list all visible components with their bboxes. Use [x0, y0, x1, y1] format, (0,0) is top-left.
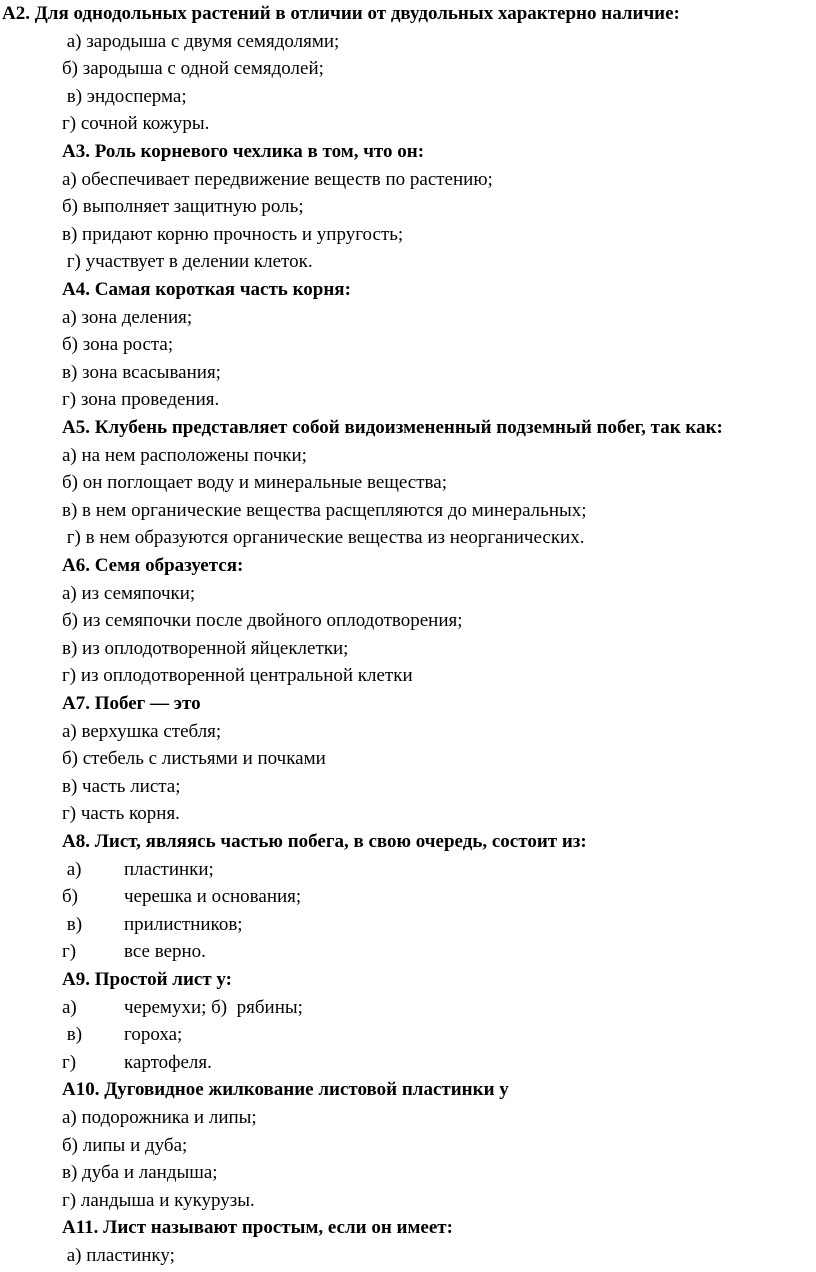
- answer-option: г) ландыша и кукурузы.: [62, 1190, 255, 1211]
- answer-option: [62, 913, 243, 937]
- answer-option: а) из семяпочки;: [62, 583, 196, 604]
- answer-option: г) участвует в делении клеток.: [62, 251, 313, 272]
- question-title: А6. Семя образуется:: [62, 555, 244, 576]
- question-title: А10. Дуговидное жилкование листовой пластинки у: [62, 1079, 509, 1100]
- answer-option: а) обеспечивает передвижение веществ по растению;: [62, 169, 493, 190]
- question-title: А9. Простой лист у:: [62, 969, 232, 990]
- option-text: черемухи; б) рябины;: [124, 997, 303, 1018]
- option-text: прилистников;: [124, 914, 243, 935]
- answer-option: в) зона всасывания;: [62, 362, 221, 383]
- answer-option: а) подорожника и липы;: [62, 1107, 257, 1128]
- question-title: А8. Лист, являясь частью побега, в свою очередь, состоит из:: [62, 831, 587, 852]
- option-text: черешка и основания;: [124, 886, 302, 907]
- answer-option: г) в нем образуются органические вещества из неорганических.: [62, 527, 585, 548]
- answer-option: [62, 858, 214, 882]
- answer-option: б) из семяпочки после двойного оплодотворения;: [62, 610, 463, 631]
- answer-option: б) стебель с листьями и почками: [62, 748, 326, 769]
- option-text: все верно.: [124, 941, 206, 962]
- answer-option: [62, 1051, 212, 1075]
- answer-option: [62, 1023, 182, 1047]
- question-title: А11. Лист называют простым, если он имеет:: [62, 1217, 453, 1238]
- answer-option: в) дуба и ландыша;: [62, 1162, 218, 1183]
- option-text: гороха;: [124, 1024, 183, 1045]
- question-title: А4. Самая короткая часть корня:: [62, 279, 351, 300]
- option-text: картофеля.: [124, 1052, 212, 1073]
- answer-option: г) из оплодотворенной центральной клетки: [62, 665, 413, 686]
- answer-option: б) он поглощает воду и минеральные вещества;: [62, 472, 447, 493]
- option-letter: г): [62, 1052, 77, 1073]
- option-letter: в): [62, 914, 83, 935]
- question-title: А3. Роль корневого чехлика в том, что он:: [62, 141, 425, 162]
- option-letter: а): [62, 997, 77, 1018]
- option-text: пластинки;: [124, 859, 214, 880]
- answer-option: в) эндосперма;: [62, 86, 187, 107]
- option-letter: а): [62, 859, 82, 880]
- option-letter: г): [62, 941, 77, 962]
- answer-option: в) в нем органические вещества расщепляются до минеральных;: [62, 500, 587, 521]
- answer-option: б) липы и дуба;: [62, 1135, 188, 1156]
- answer-option: в) из оплодотворенной яйцеклетки;: [62, 638, 349, 659]
- answer-option: а) зона деления;: [62, 307, 193, 328]
- answer-option: в) придают корню прочность и упругость;: [62, 224, 404, 245]
- answer-option: а) зародыша с двумя семядолями;: [62, 31, 340, 52]
- answer-option: а) пластинку;: [62, 1245, 175, 1266]
- answer-option: б) зародыша с одной семядолей;: [62, 58, 324, 79]
- answer-option: [62, 996, 303, 1020]
- answer-option: б) выполняет защитную роль;: [62, 196, 304, 217]
- answer-option: г) сочной кожуры.: [62, 113, 210, 134]
- answer-option: а) верхушка стебля;: [62, 721, 222, 742]
- option-letter: б): [62, 886, 78, 907]
- answer-option: а) на нем расположены почки;: [62, 445, 307, 466]
- option-letter: в): [62, 1024, 83, 1045]
- answer-option: в) часть листа;: [62, 776, 181, 797]
- question-title: А7. Побег — это: [62, 693, 201, 714]
- answer-option: г) зона проведения.: [62, 389, 220, 410]
- answer-option: б) зона роста;: [62, 334, 174, 355]
- answer-option: [62, 885, 301, 909]
- question-title: А5. Клубень представляет собой видоизмененный подземный побег, так как:: [62, 417, 723, 438]
- answer-option: [62, 940, 206, 964]
- answer-option: г) часть корня.: [62, 803, 180, 824]
- question-title: А2. Для однодольных растений в отличии от двудольных характерно наличие:: [2, 3, 680, 24]
